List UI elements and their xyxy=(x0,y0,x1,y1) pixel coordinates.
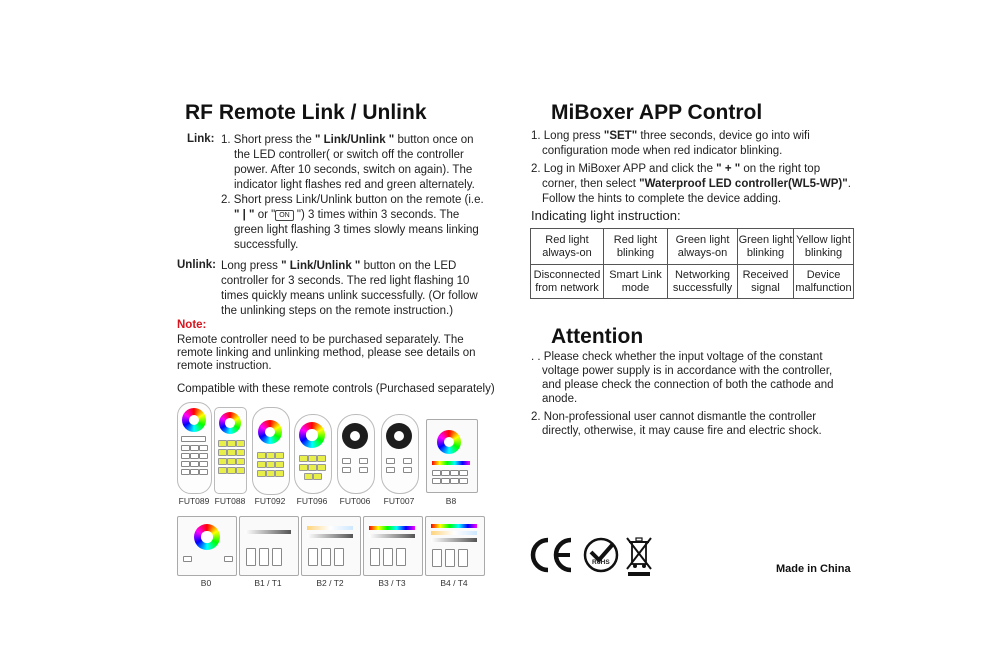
made-in-china: Made in China xyxy=(776,563,851,575)
unlink-label: Unlink: xyxy=(177,259,216,271)
indicating-heading: Indicating light instruction: xyxy=(531,208,681,223)
remote-label: FUT092 xyxy=(254,496,286,506)
table-header: Yellow light blinking xyxy=(794,229,854,265)
remote-label: FUT007 xyxy=(383,496,415,506)
remote-label: FUT088 xyxy=(214,496,246,506)
attention-p1: . . Please check whether the input voltage of the constant voltage power supply is in accordance with the controller, and please check the connection of both the cathode and anode. xyxy=(531,351,834,405)
weee-bin-icon xyxy=(624,535,654,577)
ce-mark-icon xyxy=(528,537,576,573)
table-cell: Disconnected from network xyxy=(531,265,604,299)
panel-label: B1 / T1 xyxy=(254,578,282,588)
app-step1: 1. Long press "SET" three seconds, device go into wifi configuration mode when red indicator blinking. xyxy=(531,130,810,157)
rohs-mark-icon: RoHS xyxy=(582,536,620,574)
app-step2: 2. Log in MiBoxer APP and click the " + " on the right top corner, then select "Waterproof LED controller(WL5-WP)". Follow the hints to complete the device adding. xyxy=(531,163,851,205)
link-step2: 2. Short press Link/Unlink button on the remote (i.e. " | " or " ON ") 3 times within 3 seconds. The green light flashing 3 times slowly means linking successfully. xyxy=(221,194,484,251)
panel-label: B3 / T3 xyxy=(378,578,406,588)
compat-text: Compatible with these remote controls (Purchased separately) xyxy=(177,383,495,395)
table-header: Red light always-on xyxy=(531,229,604,265)
remote-label: FUT006 xyxy=(339,496,371,506)
remote-label: B8 xyxy=(445,496,457,506)
remote-label: FUT096 xyxy=(296,496,328,506)
table-cell: Device malfunction xyxy=(794,265,854,299)
table-cell: Networking successfully xyxy=(668,265,738,299)
note-text: Remote controller need to be purchased separately. The remote linking and unlinking method, please see details on remote instruction. xyxy=(177,334,476,372)
unlink-text: Long press " Link/Unlink " button on the LED controller for 3 seconds. The red light flashing 10 times quickly means unlink successfully. (Or follow the unlinking steps on the remote instruction.) xyxy=(221,260,478,317)
attention-title: Attention xyxy=(551,325,644,348)
table-header: Green light always-on xyxy=(668,229,738,265)
remote-label: FUT089 xyxy=(178,496,210,506)
on-button-icon: ON xyxy=(275,210,294,221)
attention-p2: 2. Non-professional user cannot dismantle the controller directly, otherwise, it may cause fire and electric shock. xyxy=(531,411,822,437)
note-label: Note: xyxy=(177,319,207,331)
panel-label: B4 / T4 xyxy=(440,578,468,588)
link-step1: 1. Short press the " Link/Unlink " button once on the LED controller( or switch off the controller power. After 10 seconds, switch on again). The indicator light flashes red and green alternately. xyxy=(221,134,475,191)
rf-title: RF Remote Link / Unlink xyxy=(185,101,427,124)
indicator-table xyxy=(530,228,854,299)
table-cell: Received signal xyxy=(738,265,794,299)
link-label: Link: xyxy=(187,133,215,145)
app-title: MiBoxer APP Control xyxy=(551,101,763,124)
panel-label: B2 / T2 xyxy=(316,578,344,588)
table-header: Red light blinking xyxy=(604,229,668,265)
panel-label: B0 xyxy=(200,578,212,588)
table-cell: Smart Link mode xyxy=(604,265,668,299)
table-header: Green light blinking xyxy=(738,229,794,265)
